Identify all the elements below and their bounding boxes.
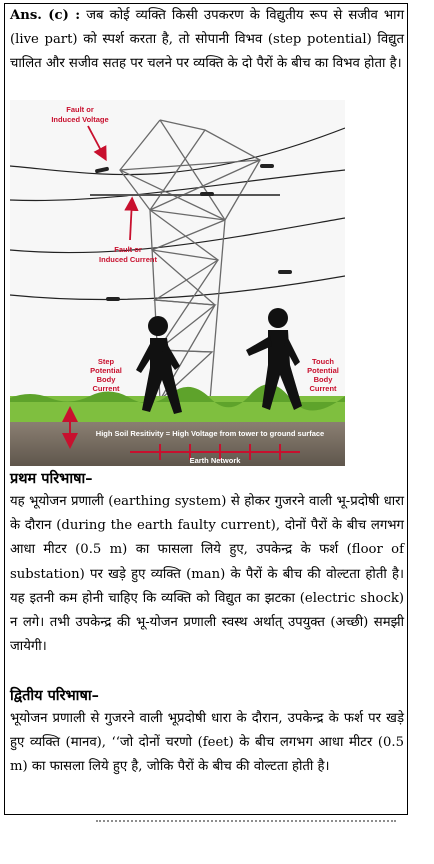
- fault-voltage-label-2: Induced Voltage: [51, 115, 109, 124]
- fault-voltage-label-1: Fault or: [66, 105, 94, 114]
- step-label-3: Body: [96, 375, 116, 384]
- step-label-2: Potential: [90, 366, 122, 375]
- step-label-4: Current: [92, 384, 120, 393]
- touch-label-1: Touch: [312, 357, 334, 366]
- cropped-next-line: [96, 820, 396, 830]
- section1-paragraph: यह भूयोजन प्रणाली (earthing system) से होकर गुजरने वाली भू-प्रदोषी धारा के दौरान (during the earth faulty current), दोनों पैरों के बीच लगभग आधा मीटर (0.5 m) का फासला लिये हुए, उपकेन्द्र के फर्श (floor of substation) पर खड़े हुए व्यक्ति (man) के पैरों के बीच की वोल्टता होती है। यह इतनी कम होनी चाहिए कि व्यक्ति को विद्युत का झटका (electric shock) न लगे। तभी उपकेन्द्र की भू-योजन प्रणाली स्वस्थ अर्थात् उपयुक्त (अच्छी) समझी जायेगी।: [10, 494, 404, 655]
- answer-paragraph: [10, 4, 404, 77]
- section2-paragraph: भूयोजन प्रणाली से गुजरने वाली भूप्रदोषी धारा के दौरान, उपकेन्द्र के फर्श पर खड़े हुए व्यक्ति (मानव), ‘‘जो दोनों चरणो (feet) के बीच लगभग आधा मीटर (0.5 m) का फासला लिये हुए है, जोकि पैरों के बीच की वोल्टता होती है।: [10, 711, 404, 775]
- soil-resistivity-caption: High Soil Resitivity = High Voltage from tower to ground surface: [95, 429, 325, 438]
- touch-label-4: Current: [309, 384, 337, 393]
- fault-current-label-2: Induced Current: [99, 255, 157, 264]
- touch-label-2: Potential: [307, 366, 339, 375]
- answer-label: Ans. (c) :: [10, 8, 81, 23]
- step-potential-figure: [10, 100, 345, 466]
- section1-heading: प्रथम परिभाषा–: [10, 470, 93, 487]
- earth-network-label: Earth Network: [189, 456, 241, 465]
- step-label-1: Step: [97, 357, 115, 366]
- answer-text: जब कोई व्यक्ति किसी उपकरण के विद्युतीय रूप से सजीव भाग (live part) को स्पर्श करता है, तो सोपानी विभव (step potential) विद्युत चालित और सजीव सतह पर चलने पर व्यक्ति के दो पैरों के बीच का विभव होता है।: [10, 8, 404, 72]
- touch-label-3: Body: [313, 375, 333, 384]
- section2-heading: द्वितीय परिभाषा–: [10, 687, 99, 704]
- fault-current-label-1: Fault or: [114, 245, 142, 254]
